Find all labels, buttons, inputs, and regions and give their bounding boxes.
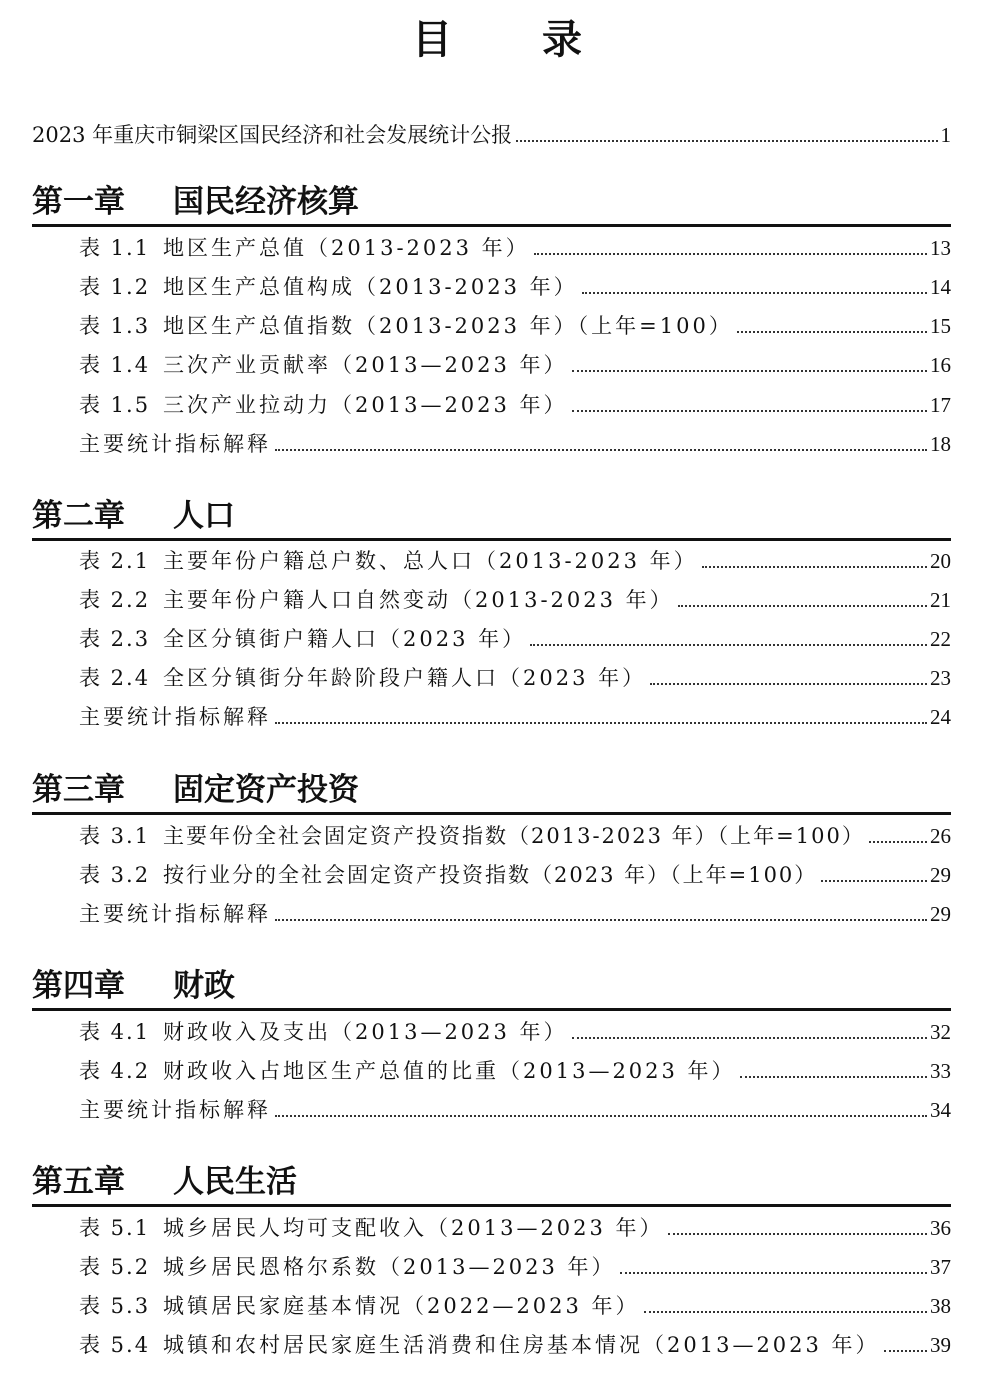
entry-page: 33: [930, 1059, 951, 1083]
toc-entry-bulletin[interactable]: [32, 121, 951, 149]
table-name: 三次产业贡献率（2013—2023 年）: [163, 353, 568, 377]
table-number: 表 1.5: [79, 393, 151, 417]
table-number: 表 2.4: [79, 666, 151, 690]
table-number: 表 1.1: [79, 236, 151, 260]
entry-page: 17: [930, 393, 951, 417]
table-name: 地区生产总值构成（2013-2023 年）: [163, 275, 578, 299]
entry-label: 主要统计指标解释: [79, 902, 271, 926]
entry-page: 13: [930, 236, 951, 260]
toc-entry[interactable]: [79, 1214, 951, 1242]
table-number: 表 1.2: [79, 275, 151, 299]
toc-entry-notes[interactable]: [79, 1096, 951, 1124]
toc-entry-notes[interactable]: [79, 703, 951, 731]
entry-page: 14: [930, 275, 951, 299]
entry-page: 38: [930, 1294, 951, 1318]
dot-leader: [275, 1115, 927, 1117]
dot-leader: [869, 841, 927, 843]
chapter-number: 第五章: [32, 1164, 125, 1200]
chapter-heading-1[interactable]: [32, 180, 951, 227]
dot-leader: [275, 919, 927, 921]
table-name: 全区分镇街分年龄阶段户籍人口（2023 年）: [163, 666, 647, 690]
chapter-name: 国民经济核算: [173, 184, 359, 220]
entry-label: 主要统计指标解释: [79, 705, 271, 729]
table-name: 城镇居民家庭基本情况（2022—2023 年）: [163, 1294, 640, 1318]
dot-leader: [582, 292, 927, 294]
table-number: 表 5.3: [79, 1294, 151, 1318]
dot-leader: [737, 331, 927, 333]
toc-entry[interactable]: [79, 1253, 951, 1281]
toc-entry[interactable]: [79, 586, 951, 614]
table-number: 表 1.3: [79, 314, 151, 338]
toc-entry[interactable]: [79, 1018, 951, 1046]
entry-page: 1: [940, 123, 951, 147]
entry-page: 29: [930, 902, 951, 926]
dot-leader: [572, 410, 927, 412]
dot-leader: [644, 1311, 927, 1313]
dot-leader: [668, 1233, 927, 1235]
chapter-heading-3[interactable]: [32, 768, 951, 815]
chapter-name: 人民生活: [173, 1164, 297, 1200]
entry-page: 39: [930, 1333, 951, 1357]
table-name: 主要年份全社会固定资产投资指数（2013-2023 年）（上年=100）: [163, 824, 865, 848]
table-number: 表 2.3: [79, 627, 151, 651]
table-name: 主要年份户籍人口自然变动（2013-2023 年）: [163, 588, 674, 612]
chapter-name: 财政: [173, 968, 235, 1004]
dot-leader: [275, 722, 927, 724]
toc-title: 目 录: [412, 17, 620, 63]
dot-leader: [516, 140, 937, 142]
chapter-number: 第四章: [32, 968, 125, 1004]
chapter-heading-4[interactable]: [32, 964, 951, 1011]
entry-label: 主要统计指标解释: [79, 1098, 271, 1122]
dot-leader: [275, 449, 927, 451]
toc-entry[interactable]: [79, 234, 951, 262]
toc-entry[interactable]: [79, 1331, 951, 1359]
table-number: 表 1.4: [79, 353, 151, 377]
toc-entry[interactable]: [79, 1057, 951, 1085]
dot-leader: [884, 1350, 927, 1352]
entry-page: 15: [930, 314, 951, 338]
table-name: 按行业分的全社会固定资产投资指数（2023 年）（上年=100）: [163, 863, 818, 887]
table-name: 财政收入及支出（2013—2023 年）: [163, 1020, 568, 1044]
dot-leader: [530, 644, 927, 646]
table-number: 表 4.1: [79, 1020, 151, 1044]
table-number: 表 5.4: [79, 1333, 151, 1357]
toc-entry[interactable]: [79, 312, 951, 340]
toc-entry[interactable]: [79, 822, 951, 850]
entry-label: 主要统计指标解释: [79, 432, 271, 456]
entry-page: 26: [930, 824, 951, 848]
entry-page: 16: [930, 353, 951, 377]
dot-leader: [740, 1076, 927, 1078]
chapter-name: 人口: [173, 498, 235, 534]
toc-entry[interactable]: [79, 861, 951, 889]
toc-entry[interactable]: [79, 351, 951, 379]
chapter-name: 固定资产投资: [173, 772, 359, 808]
toc-entry[interactable]: [79, 1292, 951, 1320]
toc-entry-notes[interactable]: [79, 900, 951, 928]
entry-page: 32: [930, 1020, 951, 1044]
table-name: 全区分镇街户籍人口（2023 年）: [163, 627, 527, 651]
toc-entry[interactable]: [79, 625, 951, 653]
chapter-heading-2[interactable]: [32, 494, 951, 541]
entry-page: 36: [930, 1216, 951, 1240]
dot-leader: [534, 253, 927, 255]
dot-leader: [572, 370, 927, 372]
entry-page: 23: [930, 666, 951, 690]
entry-page: 29: [930, 863, 951, 887]
chapter-number: 第三章: [32, 772, 125, 808]
table-name: 地区生产总值指数（2013-2023 年）（上年=100）: [163, 314, 733, 338]
table-number: 表 3.1: [79, 824, 151, 848]
toc-entry[interactable]: [79, 547, 951, 575]
table-number: 表 2.1: [79, 549, 151, 573]
dot-leader: [572, 1037, 927, 1039]
table-name: 主要年份户籍总户数、总人口（2013-2023 年）: [163, 549, 698, 573]
table-number: 表 3.2: [79, 863, 151, 887]
entry-page: 22: [930, 627, 951, 651]
chapter-number: 第二章: [32, 498, 125, 534]
entry-page: 21: [930, 588, 951, 612]
entry-label: 2023 年重庆市铜梁区国民经济和社会发展统计公报: [32, 123, 513, 147]
dot-leader: [678, 605, 927, 607]
entry-page: 24: [930, 705, 951, 729]
toc-entry[interactable]: [79, 273, 951, 301]
table-number: 表 4.2: [79, 1059, 151, 1083]
toc-entry[interactable]: [79, 391, 951, 419]
dot-leader: [821, 880, 927, 882]
table-number: 表 5.1: [79, 1216, 151, 1240]
toc-entry-notes[interactable]: [79, 430, 951, 458]
dot-leader: [702, 566, 927, 568]
chapter-heading-5[interactable]: [32, 1160, 951, 1207]
dot-leader: [620, 1272, 927, 1274]
dot-leader: [650, 683, 927, 685]
table-name: 地区生产总值（2013-2023 年）: [163, 236, 530, 260]
table-name: 城乡居民人均可支配收入（2013—2023 年）: [163, 1216, 664, 1240]
table-name: 城乡居民恩格尔系数（2013—2023 年）: [163, 1255, 616, 1279]
entry-page: 34: [930, 1098, 951, 1122]
table-name: 财政收入占地区生产总值的比重（2013—2023 年）: [163, 1059, 736, 1083]
chapter-number: 第一章: [32, 184, 125, 220]
table-name: 三次产业拉动力（2013—2023 年）: [163, 393, 568, 417]
table-number: 表 5.2: [79, 1255, 151, 1279]
toc-entry[interactable]: [79, 664, 951, 692]
table-name: 城镇和农村居民家庭生活消费和住房基本情况（2013—2023 年）: [163, 1333, 880, 1357]
entry-page: 18: [930, 432, 951, 456]
entry-page: 20: [930, 549, 951, 573]
entry-page: 37: [930, 1255, 951, 1279]
table-number: 表 2.2: [79, 588, 151, 612]
